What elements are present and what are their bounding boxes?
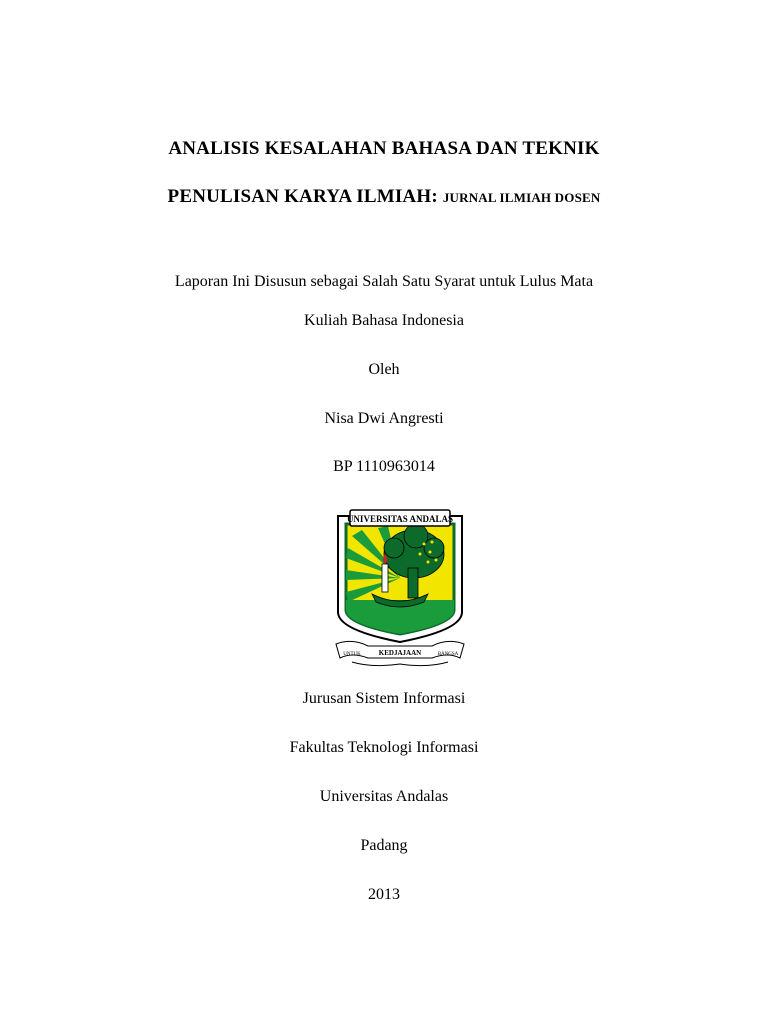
purpose-line-2: Kuliah Bahasa Indonesia bbox=[304, 312, 464, 329]
logo-banner-text: UNIVERSITAS ANDALAS bbox=[346, 514, 454, 524]
university: Universitas Andalas bbox=[319, 788, 449, 805]
by-label: Oleh bbox=[368, 361, 400, 378]
city: Padang bbox=[360, 837, 408, 854]
author-name: Nisa Dwi Angresti bbox=[324, 410, 444, 427]
title-line-1: ANALISIS KESALAHAN BAHASA DAN TEKNIK bbox=[168, 138, 600, 159]
university-logo bbox=[332, 508, 468, 668]
title-line-2 bbox=[0, 186, 768, 208]
purpose-line-1: Laporan Ini Disusun sebagai Salah Satu Syarat untuk Lulus Mata bbox=[174, 273, 594, 290]
student-id: BP 1110963014 bbox=[333, 458, 435, 475]
department: Jurusan Sistem Informasi bbox=[302, 690, 466, 707]
logo-ribbon-right: BANGSA bbox=[437, 652, 459, 657]
title-separator: : bbox=[431, 186, 438, 207]
faculty: Fakultas Teknologi Informasi bbox=[289, 739, 479, 756]
title-main: PENULISAN KARYA ILMIAH bbox=[167, 186, 432, 207]
logo-ribbon-center: KEDJAJAAN bbox=[378, 649, 422, 657]
year: 2013 bbox=[368, 886, 400, 903]
title-subtitle: JURNAL ILMIAH DOSEN bbox=[442, 190, 601, 205]
logo-ribbon-left: UNTUK bbox=[343, 652, 361, 657]
